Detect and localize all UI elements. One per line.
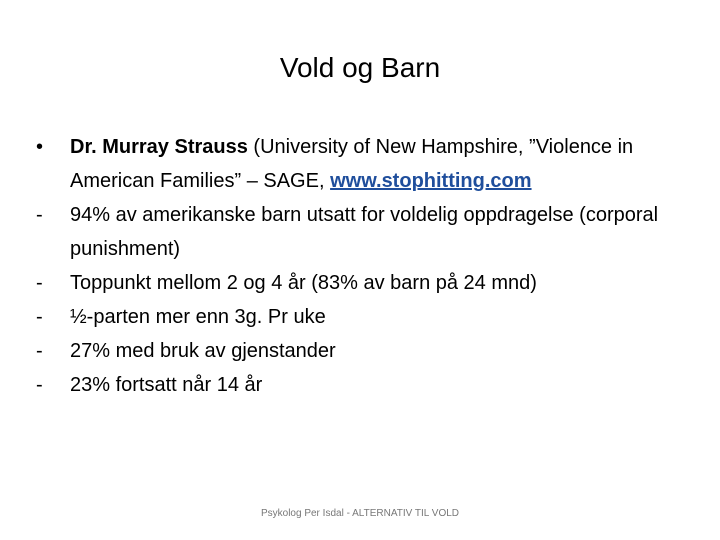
slide-content: [36, 130, 684, 402]
dash-item-text: 27% med bruk av gjenstander: [70, 340, 336, 362]
dash-marker: -: [36, 306, 43, 328]
bullet-text: [70, 130, 684, 198]
website-link[interactable]: www.stophitting.com: [330, 170, 532, 192]
slide-footer: Psykolog Per Isdal - ALTERNATIV TIL VOLD: [260, 508, 460, 519]
dash-marker: -: [36, 374, 43, 396]
dash-item: [36, 368, 684, 402]
dash-item: [36, 300, 684, 334]
dash-item-text: ½-parten mer enn 3g. Pr uke: [70, 306, 326, 328]
source-description: (University of New Hampshire, ”Violence in American Families” – SAGE,: [70, 136, 634, 192]
slide-title: Vold og Barn: [279, 52, 441, 83]
dash-item: [36, 266, 684, 300]
dash-marker: -: [36, 204, 43, 226]
author-name: Dr. Murray Strauss: [70, 136, 248, 158]
bullet-marker: •: [36, 136, 44, 158]
dash-marker: -: [36, 340, 43, 362]
dash-item: [36, 198, 684, 266]
dash-item-text: 23% fortsatt når 14 år: [70, 374, 263, 396]
bullet-item-intro: [36, 130, 684, 198]
dash-item: [36, 334, 684, 368]
dash-marker: -: [36, 272, 43, 294]
dash-item-text: 94% av amerikanske barn utsatt for voldelig oppdragelse (corporal punishment): [70, 204, 659, 260]
dash-item-text: Toppunkt mellom 2 og 4 år (83% av barn på 24 mnd): [70, 272, 537, 294]
